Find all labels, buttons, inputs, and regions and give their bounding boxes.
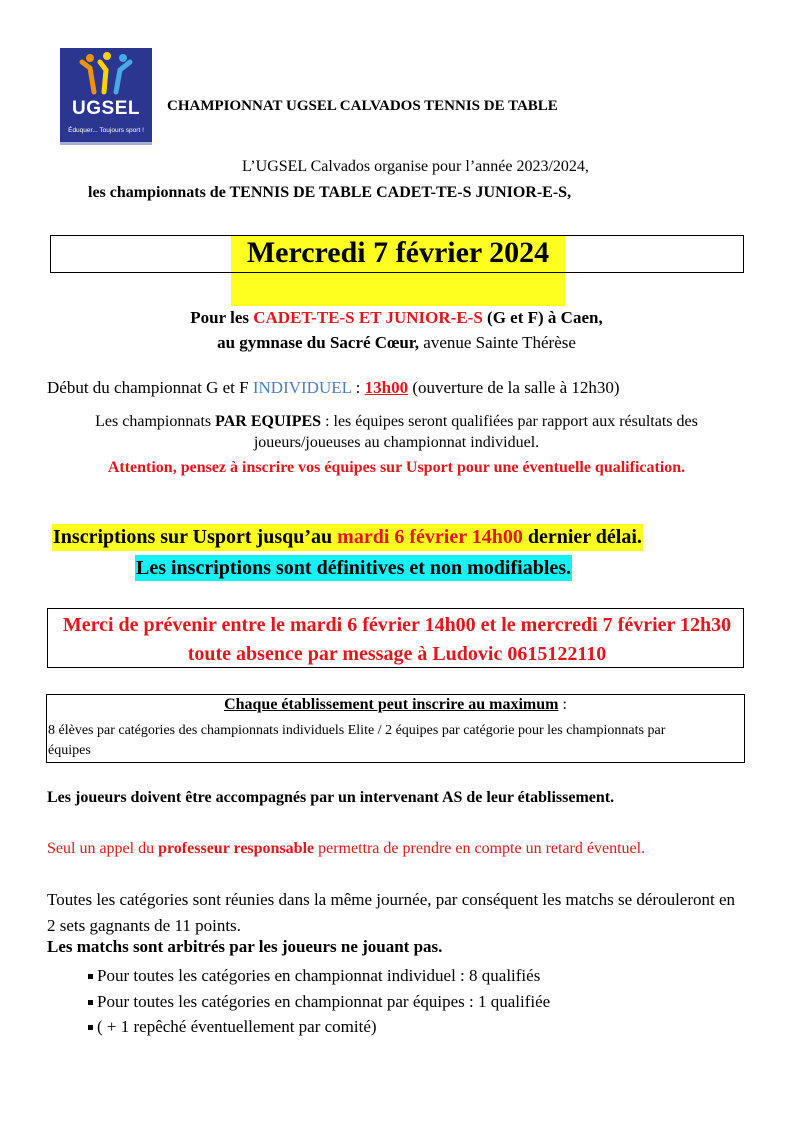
start-prefix: Début du championnat G et F — [47, 378, 253, 397]
start-colon: : — [351, 378, 365, 397]
team-rest: : les équipes seront qualifiées par rapport aux résultats des joueurs/joueuses au championnat individuel. — [253, 413, 698, 451]
list-item-text: Pour toutes les catégories en championnat par équipes : 1 qualifiée — [97, 992, 551, 1011]
logo-tagline: Éduquer... Toujours sport ! — [68, 127, 144, 134]
location-gf: (G et F) à Caen, — [482, 308, 603, 327]
registration-suffix: dernier délai. — [522, 526, 642, 548]
page-title: CHAMPIONNAT UGSEL CALVADOS TENNIS DE TABLE — [167, 98, 558, 114]
registration-final: Les inscriptions sont définitives et non modifiables. — [136, 557, 572, 579]
location-pour: Pour les — [190, 308, 254, 327]
start-suffix: (ouverture de la salle à 12h30) — [408, 378, 620, 397]
venue-street: avenue Sainte Thérèse — [419, 333, 576, 352]
players-accompaniment: Les joueurs doivent être accompagnés par un intervenant AS de leur établissement. — [47, 789, 615, 806]
list-item — [88, 992, 550, 1012]
start-individuel: INDIVIDUEL — [252, 378, 352, 397]
intro-line-2: les championnats de TENNIS DE TABLE CADET-TE-S JUNIOR-E-S, — [88, 184, 572, 201]
list-item-text: Pour toutes les catégories en championnat individuel : 8 qualifiés — [97, 966, 541, 985]
team-prefix: Les championnats — [95, 413, 216, 430]
absence-notice: Merci de prévenir entre le mardi 6 février 14h00 et le mercredi 7 février 12h30 toute absence par message à Ludovic 0615122110 — [62, 614, 732, 665]
venue-name: au gymnase du Sacré Cœur, — [217, 333, 420, 352]
bullet-icon — [88, 1000, 93, 1005]
limits-title — [46, 696, 745, 714]
location-line-2 — [0, 333, 793, 353]
start-info — [47, 378, 620, 398]
limits-body: 8 élèves par catégories des championnats individuels Elite / 2 équipes par catégorie pour les championnats par équipes — [48, 723, 666, 758]
logo-underline — [60, 142, 152, 145]
bullet-icon — [88, 974, 93, 979]
registration-prefix: Inscriptions sur Usport jusqu’au — [53, 526, 338, 548]
team-info — [60, 411, 733, 453]
logo-word: UGSEL — [72, 98, 140, 119]
event-date: Mercredi 7 février 2024 — [246, 236, 550, 269]
list-item — [88, 1017, 377, 1037]
format-info: Toutes les catégories sont réunies dans la même journée, par conséquent les matchs se dérouleront en 2 sets gagnants de 11 points. — [47, 890, 736, 935]
referee-info: Les matchs sont arbitrés par les joueurs ne jouant pas. — [47, 937, 443, 956]
ugsel-logo — [60, 48, 152, 145]
location-categories: CADET-TE-S ET JUNIOR-E-S — [253, 308, 483, 327]
attention-note: Attention, pensez à inscrire vos équipes sur Usport pour une éventuelle qualification. — [107, 459, 686, 476]
late-prefix: Seul un appel du — [47, 840, 159, 857]
limits-title-colon: : — [558, 696, 567, 713]
intro-line-1: L’UGSEL Calvados organise pour l’année 2023/2024, — [242, 158, 589, 175]
list-item — [88, 966, 540, 986]
late-bold: professeur responsable — [158, 840, 315, 857]
list-item-text: ( + 1 repêché éventuellement par comité) — [97, 1017, 377, 1036]
late-suffix: permettra de prendre en compte un retard éventuel. — [314, 840, 646, 857]
registration-date: mardi 6 février 14h00 — [337, 526, 523, 548]
start-time: 13h00 — [364, 378, 409, 397]
registration-deadline — [52, 524, 643, 551]
bullet-icon — [88, 1025, 93, 1030]
limits-title-text: Chaque établissement peut inscrire au maximum — [224, 696, 559, 713]
late-notice — [47, 840, 645, 858]
team-bold: PAR EQUIPES — [215, 413, 322, 430]
location-line-1 — [0, 308, 793, 328]
